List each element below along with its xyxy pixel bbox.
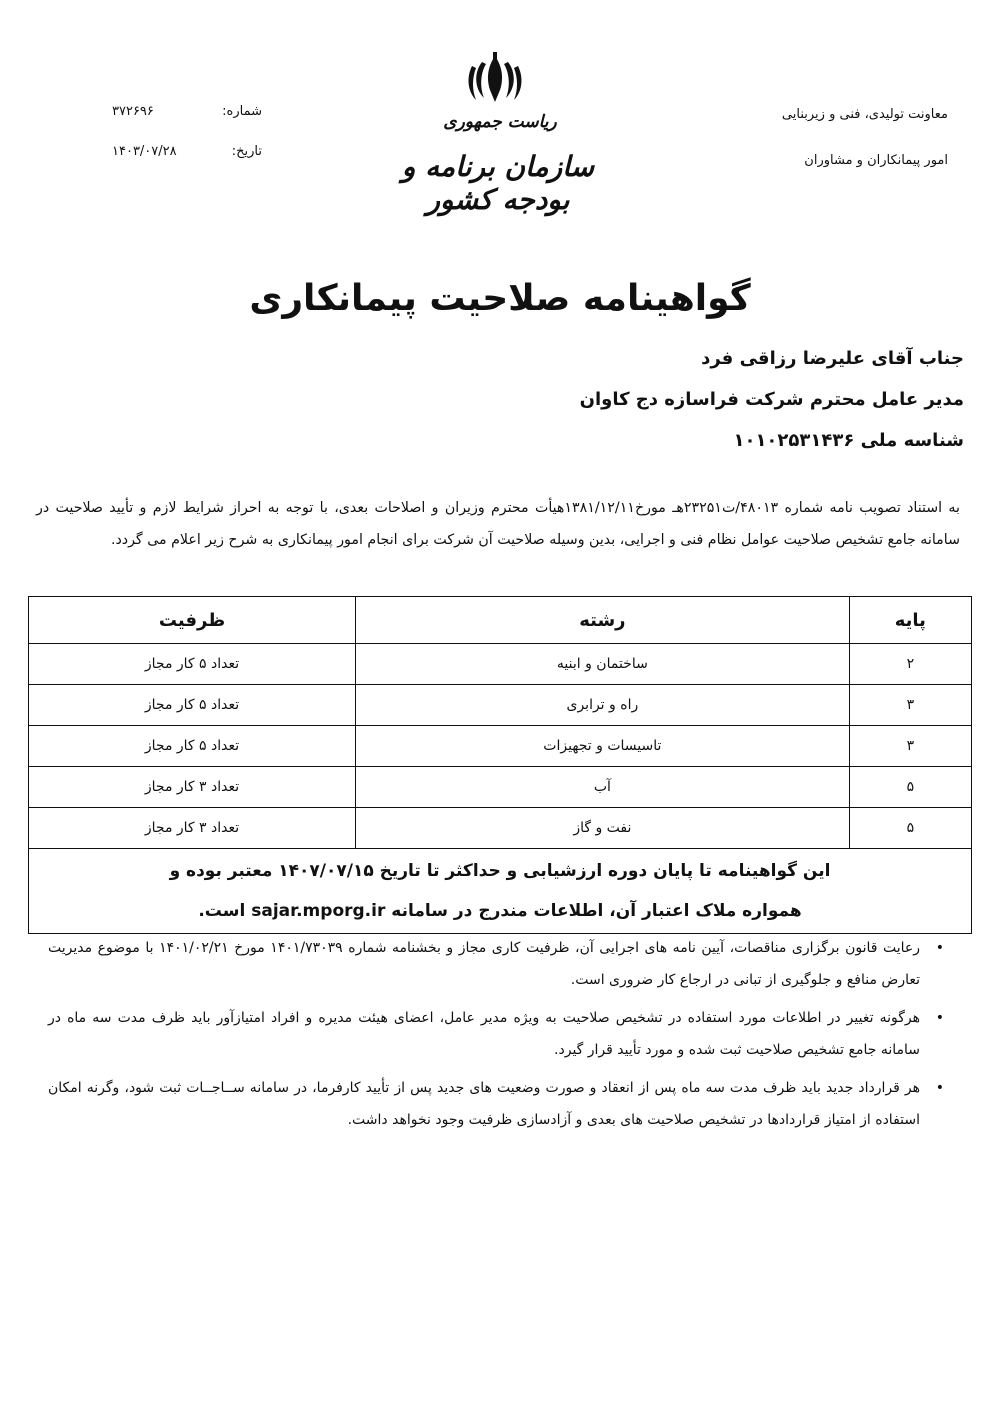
validity-line1: این گواهینامه تا پایان دوره ارزشیابی و حداکثر تا تاریخ ۱۴۰۷/۰۷/۱۵ معتبر بوده و bbox=[169, 861, 831, 881]
notes-list bbox=[48, 932, 948, 1142]
cell-capacity: تعداد ۵ کار مجاز bbox=[29, 726, 356, 767]
header-capacity: ظرفیت bbox=[29, 597, 356, 644]
national-emblem-icon bbox=[466, 52, 524, 106]
cell-field: آب bbox=[356, 767, 850, 808]
number-label: شماره: bbox=[222, 104, 262, 119]
addressee-national-id: شناسه ملی ۱۰۱۰۲۵۳۱۴۳۶ bbox=[733, 430, 964, 451]
cell-base: ۵ bbox=[849, 767, 971, 808]
header-base: پایه bbox=[849, 597, 971, 644]
cell-field: ساختمان و ابنیه bbox=[356, 644, 850, 685]
cell-field: نفت و گاز bbox=[356, 808, 850, 849]
page-title: گواهینامه صلاحیت پیمانکاری bbox=[249, 278, 751, 319]
org-line1: ریاست جمهوری bbox=[443, 112, 557, 132]
table-header-row bbox=[29, 597, 972, 644]
qualification-table bbox=[28, 596, 972, 934]
org-line2: سازمان برنامه و بودجه کشور bbox=[401, 150, 595, 216]
list-item: • رعایت قانون برگزاری مناقصات، آیین نامه های اجرایی آن، ظرفیت کاری مجاز و بخشنامه شماره ۱۴۰۱/۷۳۰۳۹ مورخ ۱۴۰۱/۰۲/۲۱ با موضوع مدیریت تعارض منافع و جلوگیری از تبانی در ارجاع کار ضروری است. bbox=[48, 932, 948, 996]
cell-capacity: تعداد ۵ کار مجاز bbox=[29, 644, 356, 685]
cell-base: ۳ bbox=[849, 726, 971, 767]
table-row bbox=[29, 726, 972, 767]
reference-block bbox=[112, 92, 262, 172]
date-value: ۱۴۰۳/۰۷/۲۸ bbox=[112, 144, 177, 159]
department-line1: معاونت تولیدی، فنی و زیربنایی bbox=[781, 107, 948, 122]
cell-base: ۲ bbox=[849, 644, 971, 685]
addressee-name: جناب آقای علیرضا رزاقی فرد bbox=[701, 348, 964, 369]
cell-capacity: تعداد ۵ کار مجاز bbox=[29, 685, 356, 726]
table-row bbox=[29, 685, 972, 726]
cell-capacity: تعداد ۳ کار مجاز bbox=[29, 767, 356, 808]
cell-base: ۵ bbox=[849, 808, 971, 849]
department-line2: امور پیمانکاران و مشاوران bbox=[804, 153, 948, 168]
cell-field: تاسیسات و تجهیزات bbox=[356, 726, 850, 767]
validity-row bbox=[29, 849, 972, 934]
table-row bbox=[29, 644, 972, 685]
date-row bbox=[112, 132, 262, 172]
cell-capacity: تعداد ۳ کار مجاز bbox=[29, 808, 356, 849]
validity-note bbox=[29, 849, 972, 934]
addressee-position: مدیر عامل محترم شرکت فراسازه دج کاوان bbox=[579, 389, 964, 410]
validity-line2: همواره ملاک اعتبار آن، اطلاعات مندرج در سامانه sajar.mporg.ir است. bbox=[198, 901, 802, 921]
list-item: • هر قرارداد جدید باید ظرف مدت سه ماه پس از انعقاد و صورت وضعیت های جدید پس از تأیید کارفرما، در سامانه ســاجــات ثبت شود، وگرنه امکان استفاده از امتیاز قراردادها در تشخیص صلاحیت های بعدی و آزادسازی ظرفیت وجود نخواهد داشت. bbox=[48, 1072, 948, 1136]
addressee-block bbox=[264, 338, 964, 461]
intro-paragraph: به استناد تصویب نامه شماره ۴۸۰۱۳/ت۲۳۲۵۱هـ مورخ۱۳۸۱/۱۲/۱۱هیأت محترم وزیران و اصلاحات بعدی، با توجه به احراز شرایط لازم و تأیید صلاحیت در سامانه جامع تشخیص صلاحیت عوامل نظام فنی و اجرایی، بدین وسیله صلاحیت آن شرکت برای انجام امور پیمانکاری به شرح زیر اعلام می گردد. bbox=[36, 500, 960, 548]
header-field: رشته bbox=[356, 597, 850, 644]
table-row bbox=[29, 808, 972, 849]
table-row bbox=[29, 767, 972, 808]
number-value: ۳۷۲۶۹۶ bbox=[112, 104, 154, 119]
list-item: • هرگونه تغییر در اطلاعات مورد استفاده در تشخیص صلاحیت به ویژه مدیر عامل، اعضای هیئت مدیره و افراد امتیازآور باید ظرف مدت سه ماه در سامانه جامع تشخیص صلاحیت ثبت شده و مورد تأیید قرار گیرد. bbox=[48, 1002, 948, 1066]
date-label: تاریخ: bbox=[231, 144, 262, 159]
cell-base: ۳ bbox=[849, 685, 971, 726]
number-row bbox=[112, 92, 262, 132]
cell-field: راه و ترابری bbox=[356, 685, 850, 726]
department-block bbox=[688, 92, 948, 184]
